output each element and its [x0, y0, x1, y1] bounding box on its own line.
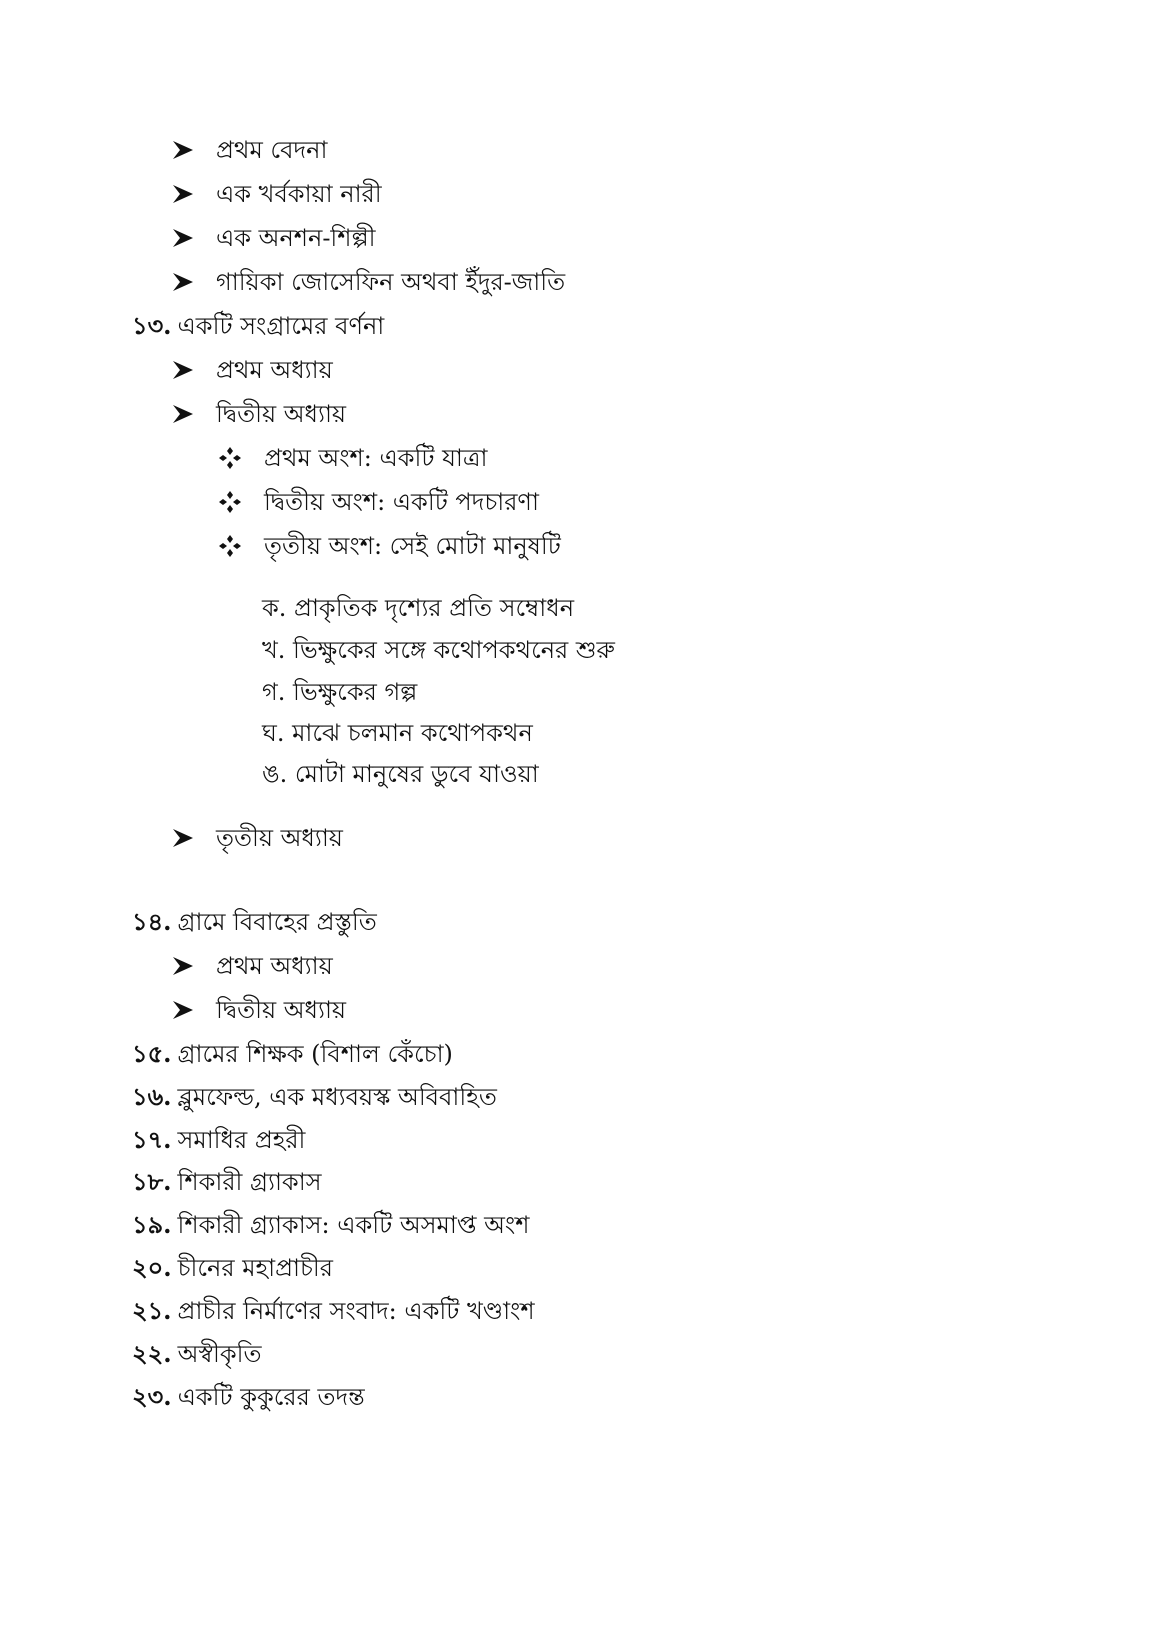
arrow-bullet-icon [172, 822, 196, 854]
item-number: ১৬. [132, 1082, 172, 1111]
arrow-bullet-icon [172, 950, 196, 982]
arrow-bullet-icon [172, 134, 196, 166]
item-title: একটি সংগ্রামের বর্ণনা [177, 312, 385, 340]
lettered-item [262, 634, 615, 666]
item-number: ১৩. [132, 311, 172, 340]
diamond-bullet-icon [218, 530, 246, 562]
list-item-text: এক অনশন-শিল্পী [216, 224, 376, 252]
list-item-text: প্রথম অধ্যায় [216, 356, 333, 384]
lettered-item-text: খ. ভিক্ষুকের সঙ্গে কথোপকথনের শুরু [262, 636, 615, 664]
lettered-item-text: ঙ. মোটা মানুষের ডুবে যাওয়া [262, 760, 539, 788]
item-title: অস্বীকৃতি [177, 1340, 262, 1368]
item-title: ব্লুমফেল্ড, এক মধ্যবয়স্ক অবিবাহিত [177, 1083, 497, 1111]
item-number: ১৫. [132, 1039, 172, 1068]
list-item-text: দ্বিতীয় অধ্যায় [216, 996, 347, 1024]
sub-list-item-text: প্রথম অংশ: একটি যাত্রা [264, 444, 488, 472]
numbered-item [132, 1381, 365, 1413]
sub-list-item [218, 486, 539, 518]
list-item-text: গায়িকা জোসেফিন অথবা ইঁদুর-জাতি [216, 268, 566, 296]
arrow-bullet-icon [172, 266, 196, 298]
lettered-item [262, 592, 574, 624]
numbered-item [132, 1124, 305, 1156]
list-item [172, 822, 343, 854]
list-item [172, 994, 346, 1026]
item-title: প্রাচীর নির্মাণের সংবাদ: একটি খণ্ডাংশ [177, 1297, 535, 1325]
item-number: ১৯. [132, 1210, 172, 1239]
arrow-bullet-icon [172, 222, 196, 254]
list-item [172, 354, 333, 386]
item-title: চীনের মহাপ্রাচীর [177, 1254, 333, 1282]
item-number: ২১. [132, 1296, 172, 1325]
numbered-item [132, 906, 377, 938]
list-item-text: প্রথম বেদনা [216, 136, 328, 164]
item-title: গ্রামের শিক্ষক (বিশাল কেঁচো) [177, 1040, 453, 1068]
item-number: ২০. [132, 1253, 172, 1282]
item-number: ১৪. [132, 907, 172, 936]
numbered-item [132, 1166, 322, 1198]
list-item-text: প্রথম অধ্যায় [216, 952, 333, 980]
arrow-bullet-icon [172, 398, 196, 430]
item-title: শিকারী গ্র্যাকাস: একটি অসমাপ্ত অংশ [177, 1211, 530, 1239]
lettered-item-text: ঘ. মাঝে চলমান কথোপকথন [262, 719, 533, 747]
lettered-item-text: গ. ভিক্ষুকের গল্প [262, 678, 418, 706]
item-title: গ্রামে বিবাহের প্রস্তুতি [177, 908, 377, 936]
item-number: ২২. [132, 1339, 172, 1368]
list-item-text: দ্বিতীয় অধ্যায় [216, 400, 347, 428]
arrow-bullet-icon [172, 994, 196, 1026]
diamond-bullet-icon [218, 442, 246, 474]
list-item [172, 134, 327, 166]
item-title: শিকারী গ্র্যাকাস [177, 1168, 322, 1196]
lettered-item [262, 676, 417, 708]
item-title: সমাধির প্রহরী [177, 1126, 306, 1154]
item-number: ১৮. [132, 1167, 172, 1196]
item-number: ২৩. [132, 1382, 172, 1411]
numbered-item [132, 1338, 262, 1370]
item-title: একটি কুকুরের তদন্ত [177, 1383, 365, 1411]
lettered-item-text: ক. প্রাকৃতিক দৃশ্যের প্রতি সম্বোধন [262, 594, 575, 622]
item-number: ১৭. [132, 1125, 172, 1154]
sub-list-item-text: তৃতীয় অংশ: সেই মোটা মানুষটি [264, 532, 561, 560]
list-item [172, 178, 382, 210]
list-item [172, 398, 346, 430]
numbered-item [132, 1081, 497, 1113]
numbered-item [132, 310, 384, 342]
numbered-item [132, 1038, 453, 1070]
arrow-bullet-icon [172, 354, 196, 386]
arrow-bullet-icon [172, 178, 196, 210]
list-item [172, 266, 565, 298]
sub-list-item-text: দ্বিতীয় অংশ: একটি পদচারণা [264, 488, 539, 516]
list-item [172, 222, 376, 254]
sub-list-item [218, 530, 561, 562]
numbered-item [132, 1209, 529, 1241]
diamond-bullet-icon [218, 486, 246, 518]
lettered-item [262, 717, 533, 749]
numbered-item [132, 1295, 535, 1327]
list-item-text: এক খর্বকায়া নারী [216, 180, 382, 208]
list-item-text: তৃতীয় অধ্যায় [216, 824, 343, 852]
list-item [172, 950, 333, 982]
numbered-item [132, 1252, 333, 1284]
lettered-item [262, 758, 539, 790]
sub-list-item [218, 442, 487, 474]
